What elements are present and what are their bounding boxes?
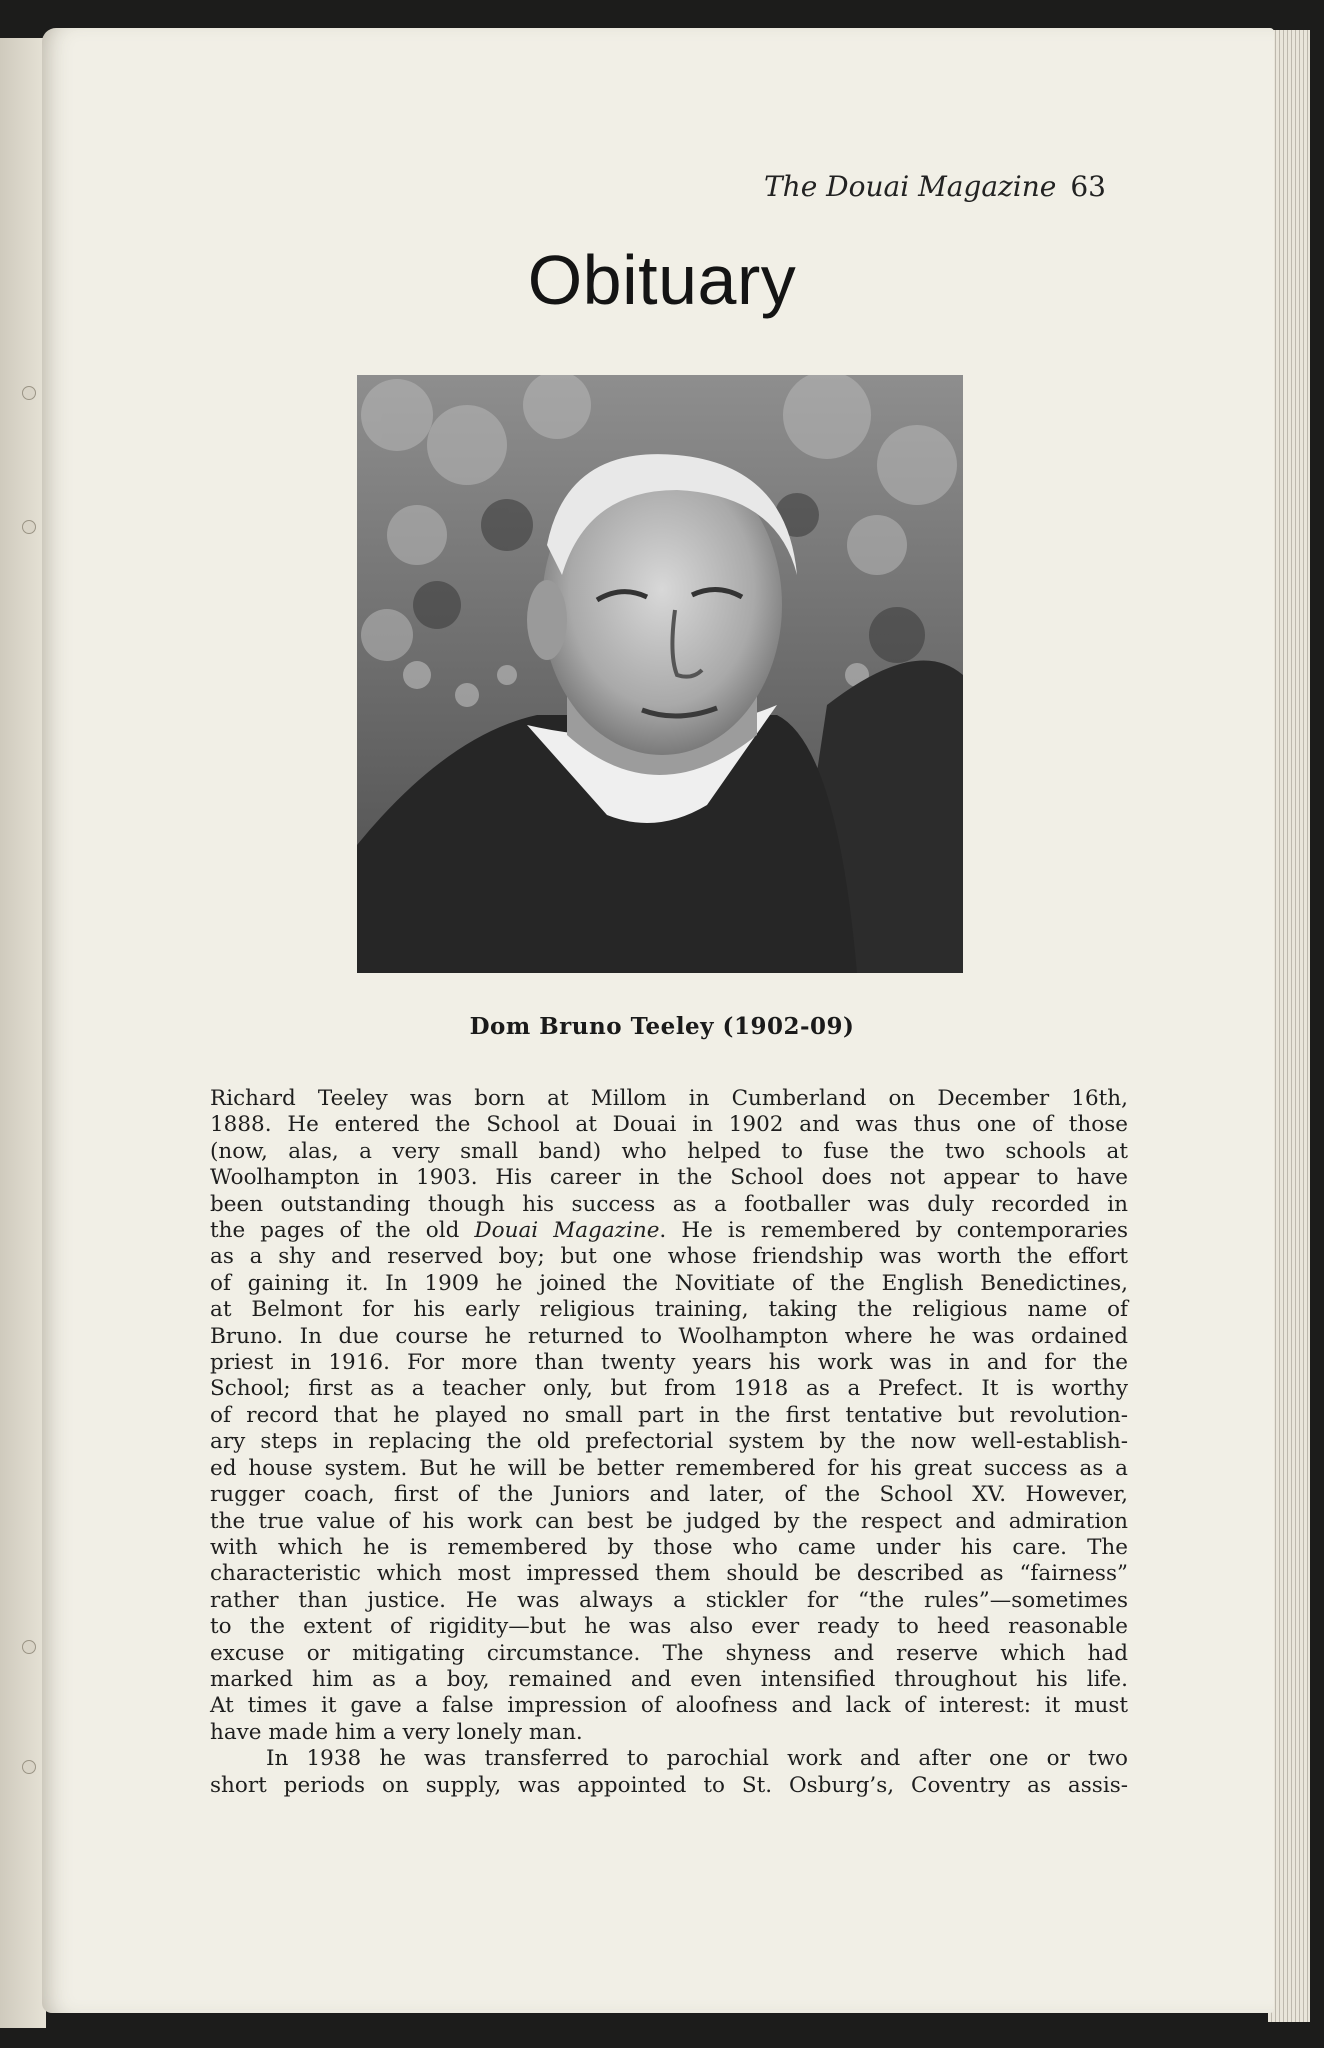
magazine-name: The Douai Magazine [764, 170, 1057, 203]
text-line: short periods on supply, was appointed to St. Osburg’s, Coventry as assis- [210, 1772, 1128, 1798]
text-line: School; first as a teacher only, but from 1918 as a Prefect. It is worthy [210, 1376, 1128, 1402]
text-line: of gaining it. In 1909 he joined the Novitiate of the English Benedictines, [210, 1270, 1128, 1296]
text-line: Bruno. In due course he returned to Woolhampton where he was ordained [210, 1323, 1128, 1349]
text-line: have made him a very lonely man. [210, 1719, 583, 1745]
text-line: the true value of his work can best be judged by the respect and admiration [210, 1508, 1128, 1534]
text-line: as a shy and reserved boy; but one whose friendship was worth the effort [210, 1244, 1128, 1270]
text-line: excuse or mitigating circumstance. The shyness and reserve which had [210, 1640, 1128, 1666]
text-line: 1888. He entered the School at Douai in 1902 and was thus one of those [210, 1112, 1128, 1138]
portrait-image [357, 375, 963, 973]
text-line: rugger coach, first of the Juniors and later, of the School XV. However, [210, 1482, 1128, 1508]
text-line: At times it gave a false impression of aloofness and lack of interest: it must [210, 1693, 1128, 1719]
text-line: Woolhampton in 1903. His career in the School does not appear to have [210, 1165, 1128, 1191]
text-line: with which he is remembered by those who came under his care. The [210, 1534, 1128, 1560]
binding-holes [20, 380, 50, 1780]
magazine-title-italic: Douai Magazine [474, 1218, 660, 1244]
text-line: characteristic which most impressed them should be described as “fairness” [210, 1561, 1128, 1587]
text-segment: the pages of the old [210, 1218, 475, 1244]
text-line [210, 1218, 1128, 1244]
binding-hole [22, 1760, 36, 1774]
text-line: rather than justice. He was always a stickler for “the rules”—sometimes [210, 1587, 1128, 1613]
binding-hole [22, 1640, 36, 1654]
text-line: priest in 1916. For more than twenty years his work was in and for the [210, 1350, 1128, 1376]
text-line: ary steps in replacing the old prefectorial system by the now well-establish- [210, 1429, 1128, 1455]
text-line: (now, alas, a very small band) who helped to fuse the two schools at [210, 1138, 1128, 1164]
text-line: marked him as a boy, remained and even intensified throughout his life. [210, 1666, 1128, 1692]
text-segment: . He is remembered by contemporaries [659, 1218, 1128, 1244]
portrait-photo [357, 375, 963, 973]
photo-caption: Dom Bruno Teeley (1902-09) [469, 1013, 855, 1040]
page-number: 63 [1070, 170, 1106, 203]
binding-hole [22, 520, 36, 534]
text-line: at Belmont for his early religious training, taking the religious name of [210, 1297, 1128, 1323]
text-line: ed house system. But he will be better remembered for his great success as a [210, 1455, 1128, 1481]
text-line: of record that he played no small part in the first tentative but revolution- [210, 1402, 1128, 1428]
text-line: In 1938 he was transferred to parochial work and after one or two [266, 1746, 1128, 1772]
obituary-text [210, 1086, 1128, 1799]
running-header [764, 170, 1106, 203]
page-title: Obituary [527, 241, 797, 319]
text-line: Richard Teeley was born at Millom in Cumberland on December 16th, [210, 1086, 1128, 1111]
text-line: been outstanding though his success as a footballer was duly recorded in [210, 1191, 1128, 1217]
text-line: to the extent of rigidity—but he was also ever ready to heed reasonable [210, 1614, 1128, 1640]
binding-hole [22, 386, 36, 400]
